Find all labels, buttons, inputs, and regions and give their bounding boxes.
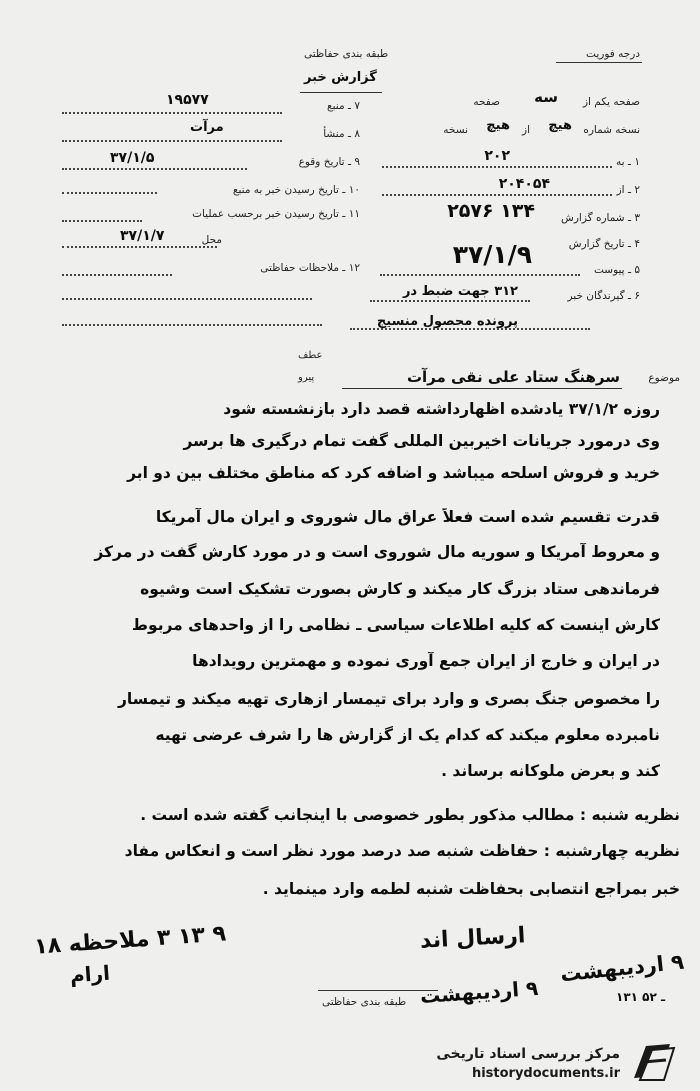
- classification-label: طبقه بندی حفاظتی: [304, 48, 389, 60]
- field-recipients-value: ۳۱۲ جهت ضبط در: [402, 284, 518, 299]
- field-source-value: ۱۹۵۷۷: [166, 92, 209, 108]
- field-source-label: ۷ ـ منبع: [327, 100, 360, 112]
- field-from-label: ۲ ـ از: [616, 184, 640, 196]
- field-attachment-label: ۵ ـ پیوست: [593, 264, 640, 276]
- field-ops-date-dots: [62, 220, 142, 222]
- field-to-value: ۲۰۲: [484, 148, 510, 164]
- field-copy-label: نسخه شماره: [583, 124, 640, 136]
- priority-underline: [556, 62, 642, 63]
- subject-label: موضوع: [648, 372, 680, 384]
- field-to-label: ۱ ـ به: [616, 156, 640, 168]
- field-copy-extra: از: [522, 124, 530, 136]
- field-page-extra: صفحه: [473, 96, 500, 108]
- field-security-notes-dots-2: [62, 298, 312, 300]
- field-copy-value-2: هیچ: [486, 118, 510, 133]
- note-line: نظریه چهارشنبه : حفاظت شنبه صد درصد مورد نظر است و انعکاس مفاد: [124, 842, 680, 860]
- body-line: وی درمورد جریانات اخیربین المللی گفت تمام درگیری ها برسر: [183, 432, 660, 450]
- subject-note-top: عطف: [298, 350, 323, 361]
- book-logo-icon: [630, 1040, 680, 1084]
- report-title: گزارش خبر: [304, 70, 377, 85]
- watermark-title: مرکز بررسی اسناد تاریخی: [436, 1046, 620, 1062]
- body-line: را مخصوص جنگ بصری و وارد برای تیمسار ازهاری تهیه میکند و تیمسار: [117, 690, 660, 708]
- body-line: کارش اینست که کلیه اطلاعات سیاسی ـ نظامی را از واحدهای مربوط: [131, 616, 660, 634]
- subject-note-bottom: پیرو: [298, 372, 315, 383]
- field-occurrence-date-dots: [62, 168, 247, 170]
- field-recipients-dots: [370, 300, 530, 302]
- field-attachment-dots: [380, 274, 580, 276]
- field-place-label: محل: [201, 234, 222, 246]
- footer-code: ۱۳۱ ـ ۵۲: [616, 990, 666, 1004]
- report-title-underline: [300, 92, 382, 93]
- center-signature: ارسال اند: [419, 923, 526, 954]
- field-place-value: ۳۷/۱/۷: [120, 228, 165, 244]
- field-security-notes-dots-1: [62, 274, 172, 276]
- field-ops-date-label: ۱۱ ـ تاریخ رسیدن خبر برحسب عملیات: [192, 208, 360, 220]
- note-line: خبر بمراجع انتصابی بحفاظت شنبه لطمه وارد مینماید .: [262, 880, 680, 898]
- body-line: نامبرده معلوم میکند که کدام یک از گزارش ها را شرف عرضی تهیه: [155, 726, 660, 744]
- center-signature-2: ۹ اردیبهشت: [419, 975, 539, 1009]
- field-recipients-label: ۶ ـ گیرندگان خبر: [567, 290, 640, 302]
- field-security-notes-dots-3: [62, 324, 322, 326]
- field-place-dots: [62, 246, 217, 248]
- field-page-value: سه: [534, 88, 558, 106]
- field-report-date-value: ۳۷/۱/۹: [452, 240, 532, 269]
- field-origin-label: ۸ ـ منشأ: [323, 128, 360, 140]
- field-from-value: ۲۰۴۰۵۴: [498, 176, 550, 192]
- field-to-dots: [382, 166, 612, 168]
- left-handwritten-annotation: ۹ ۱۳ ۳ ملاحظه ۱۸: [33, 921, 227, 960]
- field-receive-date-label: ۱۰ ـ تاریخ رسیدن خبر به منبع: [232, 184, 360, 196]
- body-line: و معروط آمریکا و سوریه مال شوروی است و در مورد کارش گفت در مرکز: [94, 543, 660, 561]
- body-line: کند و بعرض ملوکانه برساند .: [441, 762, 660, 780]
- field-file-value: پرونده محصول منسیج: [376, 314, 518, 329]
- body-line: خرید و فروش اسلحه میباشد و اضافه کرد که مناطق مختلف بین دو ابر: [127, 464, 660, 482]
- field-page-label: صفحه یکم از: [582, 96, 640, 108]
- footer-classification-label: طبقه بندی حفاظتی: [322, 996, 407, 1008]
- field-report-date-label: ۴ ـ تاریخ گزارش: [568, 238, 640, 250]
- left-handwritten-annotation-2: ارام: [69, 960, 111, 988]
- field-receive-date-dots: [62, 192, 157, 194]
- body-line: فرماندهی ستاد بزرگ کار میکند و کارش بصورت تشکیک است وشیوه: [140, 580, 660, 598]
- field-from-dots: [382, 194, 612, 196]
- field-report-number-value: ۱۳۴ ۲۵۷۶: [447, 200, 535, 222]
- body-line: در ایران و خارج از ایران جمع آوری نموده و مهمترین رویدادها: [192, 652, 660, 670]
- field-file-dots: [350, 328, 590, 330]
- field-security-notes-label: ۱۲ ـ ملاحظات حفاظتی: [260, 262, 360, 274]
- watermark-url: historydocuments.ir: [471, 1066, 620, 1081]
- right-signature: ۹ اردیبهشت: [559, 949, 686, 987]
- field-origin-value: مرآت: [190, 120, 224, 135]
- field-source-dots: [62, 112, 282, 114]
- field-report-number-label: ۳ ـ شماره گزارش: [561, 212, 640, 224]
- field-origin-dots: [62, 140, 282, 142]
- field-copy-extra-2: نسخه: [443, 124, 468, 136]
- subject-underline: [342, 388, 622, 389]
- field-copy-value: هیچ: [548, 118, 572, 133]
- body-line: روزه ۳۷/۱/۲ یادشده اظهارداشته قصد دارد بازنشسته شود: [223, 400, 660, 418]
- priority-label: درجه فوریت: [586, 48, 640, 60]
- subject-value: سرهنگ ستاد علی نقی مرآت: [406, 368, 620, 386]
- field-occurrence-date-label: ۹ ـ تاریخ وقوع: [298, 156, 360, 168]
- body-line: قدرت تقسیم شده است فعلاً عراق مال شوروی و ایران مال آمریکا: [155, 508, 660, 526]
- footer-classification-overline: [318, 990, 438, 991]
- note-line: نظریه شنبه : مطالب مذکور بطور خصوصی با اینجانب گفته شده است .: [140, 806, 680, 824]
- field-occurrence-date-value: ۳۷/۱/۵: [110, 150, 155, 166]
